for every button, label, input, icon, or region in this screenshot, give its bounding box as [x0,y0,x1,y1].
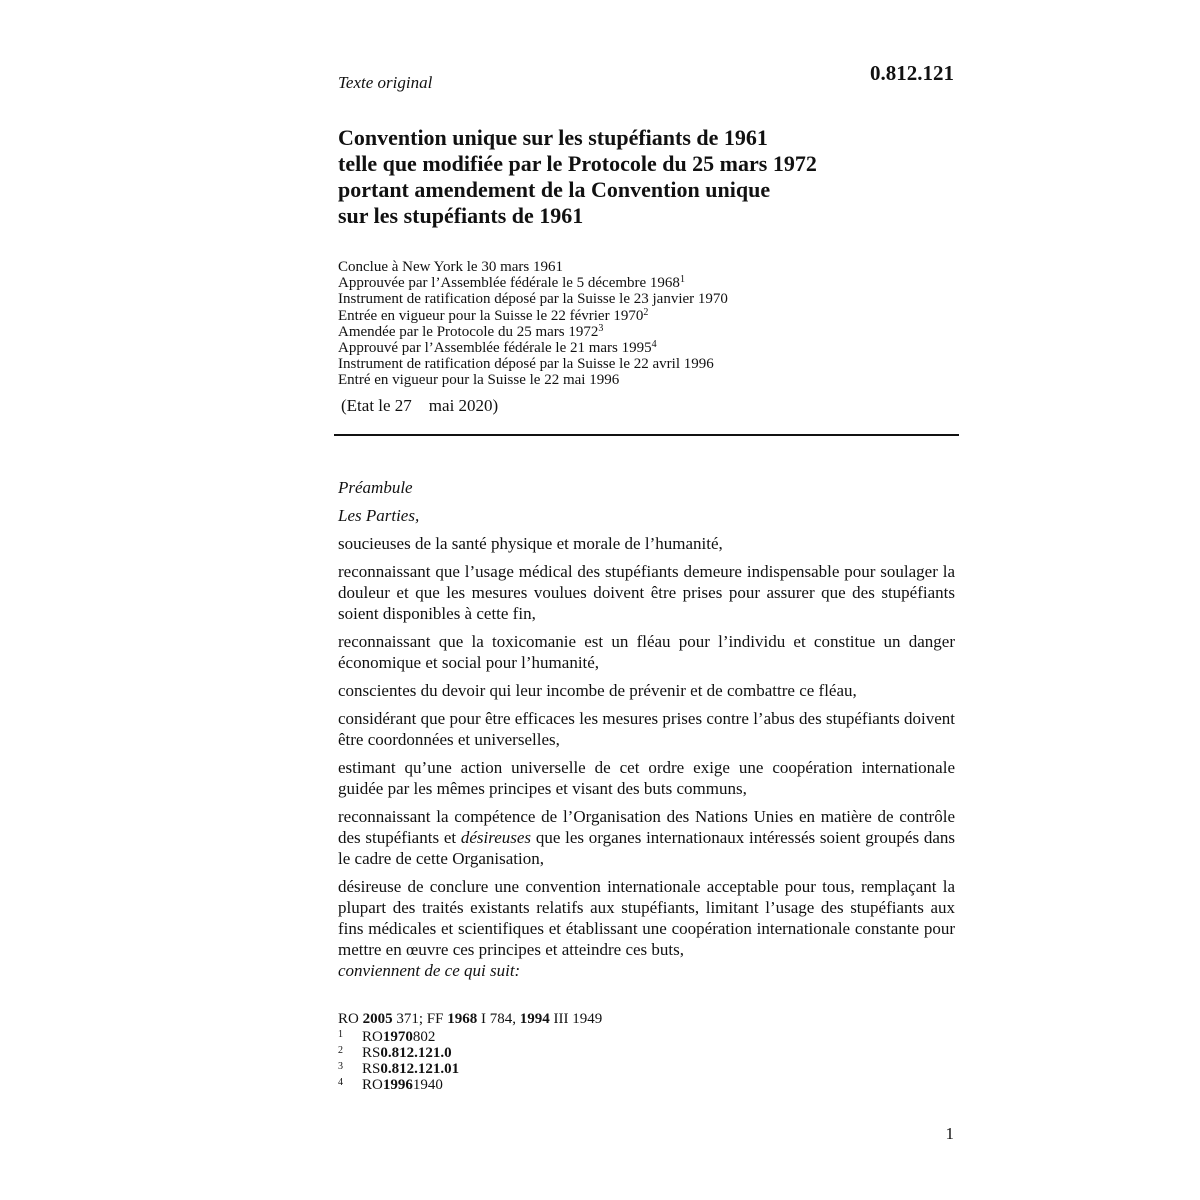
footnote-ref[interactable]: 1 [679,274,685,286]
status-date: (Etat le 27 mai 2020) [341,396,499,415]
meta-line: Conclue à New York le 30 mars 1961 [338,259,563,275]
adoption-metadata [338,259,958,389]
title-line: portant amendement de la Convention unique [338,177,771,202]
footnote-number: 2 [338,1045,343,1056]
footnotes [338,1011,958,1093]
footnote-number: 3 [338,1061,343,1072]
meta-line: Approuvée par l’Assemblée fédérale le 5 décembre 1968$^1$ [338,274,685,292]
meta-line: Approuvé par l’Assemblée fédérale le 21 mars 1995$^4$ [338,339,657,357]
footnote: 3 RS 0.812.121.01 [338,1061,460,1077]
preamble-paragraph: conscientes du devoir qui leur incombe de prévenir et de combattre ce fléau, [338,681,857,700]
closing-formula: conviennent de ce qui suit: [338,961,521,980]
footnote-number: 4 [338,1077,343,1088]
page-number: 1 [945,1124,954,1143]
title-line: sur les stupéfiants de 1961 [338,203,584,228]
footnote-number: 1 [338,1029,343,1040]
preamble-paragraph: estimant qu’une action universelle de cet ordre exige une coopération internationale guidée par les mêmes principes et visant des buts communs, [338,758,955,798]
preamble-paragraph: reconnaissant la compétence de l’Organisation des Nations Unies en matière de contrôle des stupéfiants et désireuses que les organes internationaux intéressés soient groupés dans le cadre de cette Organisation, [338,807,955,868]
preamble-paragraph: reconnaissant que l’usage médical des stupéfiants demeure indispensable pour soulager la douleur et que les mesures voulues doivent être prises pour assurer que des stupéfiants soient disponibles à cette fin, [338,562,955,623]
meta-line: Entrée en vigueur pour la Suisse le 22 février 1970$^2$ [338,306,649,324]
preamble-paragraph: reconnaissant que la toxicomanie est un fléau pour l’individu et constitue un danger économique et social pour l’humanité, [338,632,955,672]
footnote: 2 RS 0.812.121.0 [338,1045,452,1061]
preamble-heading: Préambule [338,478,413,497]
emphasis: désireuses [460,828,532,847]
original-text-label: Texte original [338,73,433,92]
preamble-paragraph: soucieuses de la santé physique et morale de l’humanité, [338,534,723,553]
header-divider [334,434,959,436]
parties-line: Les Parties, [338,506,420,525]
title-line: telle que modifiée par le Protocole du 25 mars 1972 [338,151,817,176]
preamble-paragraph: désireuse de conclure une convention internationale acceptable pour tous, remplaçant la plupart des traités existants relatifs aux stupéfiants, limitant l’usage des stupéfiants aux fins médicales et scientifiques et établissant une coopération internationale constante pour mettre en œuvre ces principes et atteindre ces buts, [338,877,955,959]
meta-line: Instrument de ratification déposé par la Suisse le 23 janvier 1970 [338,291,728,308]
footnote-ref[interactable]: 3 [598,322,604,334]
source-reference: RO 2005 371; FF 1968 I 784, 1994 III 1949 [338,1011,603,1027]
preamble [338,477,955,988]
footnote: 4 RO 1996 1940 [338,1077,443,1093]
preamble-paragraph: considérant que pour être efficaces les mesures prises contre l’abus des stupéfiants doivent être coordonnées et universelles, [338,709,955,749]
rs-number: 0.812.121 [870,61,954,85]
meta-line: Entré en vigueur pour la Suisse le 22 mai 1996 [338,372,620,389]
meta-line: Amendée par le Protocole du 25 mars 1972$^3$ [338,322,604,340]
footnote-ref[interactable]: 2 [643,306,649,318]
title-line: Convention unique sur les stupéfiants de 1961 [338,125,768,150]
meta-line: Instrument de ratification déposé par la Suisse le 22 avril 1996 [338,356,714,373]
document-title [338,125,958,229]
footnote-ref[interactable]: 4 [651,339,657,351]
footnote: 1 RO 1970 802 [338,1029,436,1045]
